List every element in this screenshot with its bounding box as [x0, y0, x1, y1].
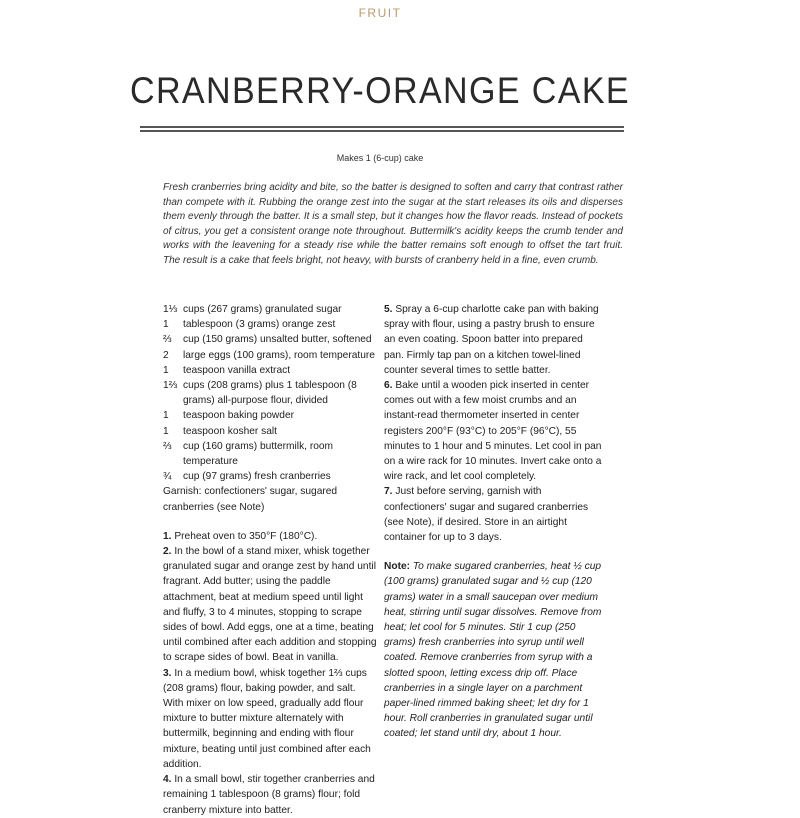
ingredient-item	[163, 439, 377, 469]
step-number: 7.	[384, 486, 393, 498]
step-number: 5.	[384, 304, 393, 315]
ingredient-item	[163, 408, 377, 423]
ingredient-text: cup (97 grams) fresh cranberries	[183, 471, 331, 483]
ingredient-text: cups (208 grams) plus 1 tablespoon (8 grams) all-purpose flour, divided	[183, 380, 357, 407]
ingredient-item	[163, 424, 377, 439]
recipe-note	[384, 559, 604, 741]
right-column	[384, 302, 604, 752]
ingredient-item	[163, 363, 377, 378]
ingredient-item	[163, 302, 377, 317]
ingredient-text: teaspoon kosher salt	[183, 425, 278, 437]
step-number: 4.	[163, 774, 172, 786]
step-item	[163, 529, 377, 544]
steps-right	[384, 302, 604, 545]
ingredient-text: cup (160 grams) buttermilk, room temperature	[183, 440, 334, 468]
ingredient-item	[163, 317, 377, 332]
ingredient-qty: 1⅓	[163, 304, 178, 315]
step-item	[384, 302, 604, 378]
ingredient-item	[163, 469, 377, 484]
ingredient-qty: ⅔	[163, 440, 172, 452]
step-number: 6.	[384, 380, 393, 392]
left-column	[163, 302, 377, 818]
step-text: In a medium bowl, whisk together 1⅔ cups (208 grams) flour, baking powder, and salt. With mixer on low speed, gradually add flour mixture to butter mixture alternately with buttermilk, beginning and ending with flour mixture, beating until just combined after each addition.	[163, 667, 371, 770]
ingredient-qty: ⅔	[163, 334, 172, 346]
step-number: 1.	[163, 530, 172, 542]
step-item	[163, 772, 377, 818]
step-text: Just before serving, garnish with confectioners' sugar and sugared cranberries (see Note), if desired. Store in an airtight container for up to 3 days.	[384, 486, 589, 544]
ingredient-qty: 2	[163, 349, 169, 361]
ingredient-text: cup (150 grams) unsalted butter, softened	[183, 334, 372, 346]
ingredient-qty: 1	[163, 410, 169, 422]
ingredient-qty: 1	[163, 425, 169, 437]
ingredient-item	[163, 378, 377, 408]
step-item	[163, 544, 377, 666]
garnish-line: Garnish: confectioners' sugar, sugared cranberries (see Note)	[163, 486, 338, 513]
ingredient-text: cups (267 grams) granulated sugar	[183, 304, 342, 315]
step-item	[384, 484, 604, 545]
step-text: Spray a 6-cup charlotte cake pan with baking spray with flour, using a pastry brush to ensure an even coating. Spoon batter into prepared pan. Firmly tap pan on a kitchen towel-lined counter several times to settle batter.	[384, 304, 599, 376]
step-item	[163, 666, 377, 772]
ingredient-qty: 1	[163, 364, 169, 376]
ingredient-qty: ¾	[163, 471, 172, 483]
recipe-title: CRANBERRY-ORANGE CAKE	[130, 70, 630, 111]
recipe-intro: Fresh cranberries bring acidity and bite, so the batter is designed to soften and carry that contrast rather than compete with it. Rubbing the orange zest into the sugar at the start releases its oils and disperses them evenly through the batter. It is a small step, but it changes how the flavor reads. Instead of pockets of citrus, you get a consistent orange note throughout. Buttermilk's acidity keeps the crumb tender and works with the leavening for a steady rise while the batter remains soft enough to offset the tart fruit. The result is a cake that feels bright, not heavy, with bursts of cranberry held in a fine, even crumb.	[163, 182, 623, 266]
ingredient-item	[163, 332, 377, 347]
ingredient-qty: 1⅔	[163, 380, 178, 392]
steps-left	[163, 529, 377, 818]
step-text: In the bowl of a stand mixer, whisk together granulated sugar and orange zest by hand until fragrant. Add butter; using the paddle attachment, beat at medium speed until light and fluffy, 3 to 4 minutes, stopping to scrape sides of bowl. Add eggs, one at a time, beating until combined after each addition and stopping to scrape sides of bowl. Beat in vanilla.	[163, 546, 377, 664]
step-number: 2.	[163, 546, 172, 558]
recipe-yield: Makes 1 (6-cup) cake	[336, 153, 424, 163]
step-number: 3.	[163, 667, 172, 679]
step-text: In a small bowl, stir together cranberries and remaining 1 tablespoon (8 grams) flour; fold cranberry mixture into batter.	[163, 774, 375, 816]
note-text: To make sugared cranberries, heat ½ cup (100 grams) granulated sugar and ½ cup (120 grams) water in a small saucepan over medium heat, stirring until sugar dissolves. Remove from heat; let cool for 5 minutes. Stir 1 cup (250 grams) fresh cranberries into syrup until well coated. Remove cranberries from syrup with a slotted spoon, letting excess drip off. Place cranberries in a single layer on a parchment paper-lined rimmed baking sheet; let dry for 1 hour. Roll cranberries in granulated sugar until coated; let stand until dry, about 1 hour.	[384, 561, 602, 740]
note-label: Note:	[384, 561, 411, 573]
section-label: FRUIT	[358, 6, 402, 20]
ingredient-text: teaspoon vanilla extract	[183, 364, 291, 376]
step-item	[384, 378, 604, 484]
ingredient-item	[163, 348, 377, 363]
title-rule	[140, 126, 624, 132]
ingredient-qty: 1	[163, 319, 169, 331]
step-text: Preheat oven to 350°F (180°C).	[174, 530, 318, 542]
ingredient-text: teaspoon baking powder	[183, 410, 295, 422]
ingredient-text: tablespoon (3 grams) orange zest	[183, 319, 336, 331]
ingredient-text: large eggs (100 grams), room temperature	[183, 349, 375, 361]
step-text: Bake until a wooden pick inserted in center comes out with a few moist crumbs and an instant-read thermometer inserted in center registers 200°F (93°C) to 205°F (96°C), 55 minutes to 1 hour and 5 minutes. Let cool in pan on a wire rack for 10 minutes. Invert cake onto a wire rack, and let cool completely.	[384, 380, 602, 483]
ingredient-list	[163, 302, 377, 515]
